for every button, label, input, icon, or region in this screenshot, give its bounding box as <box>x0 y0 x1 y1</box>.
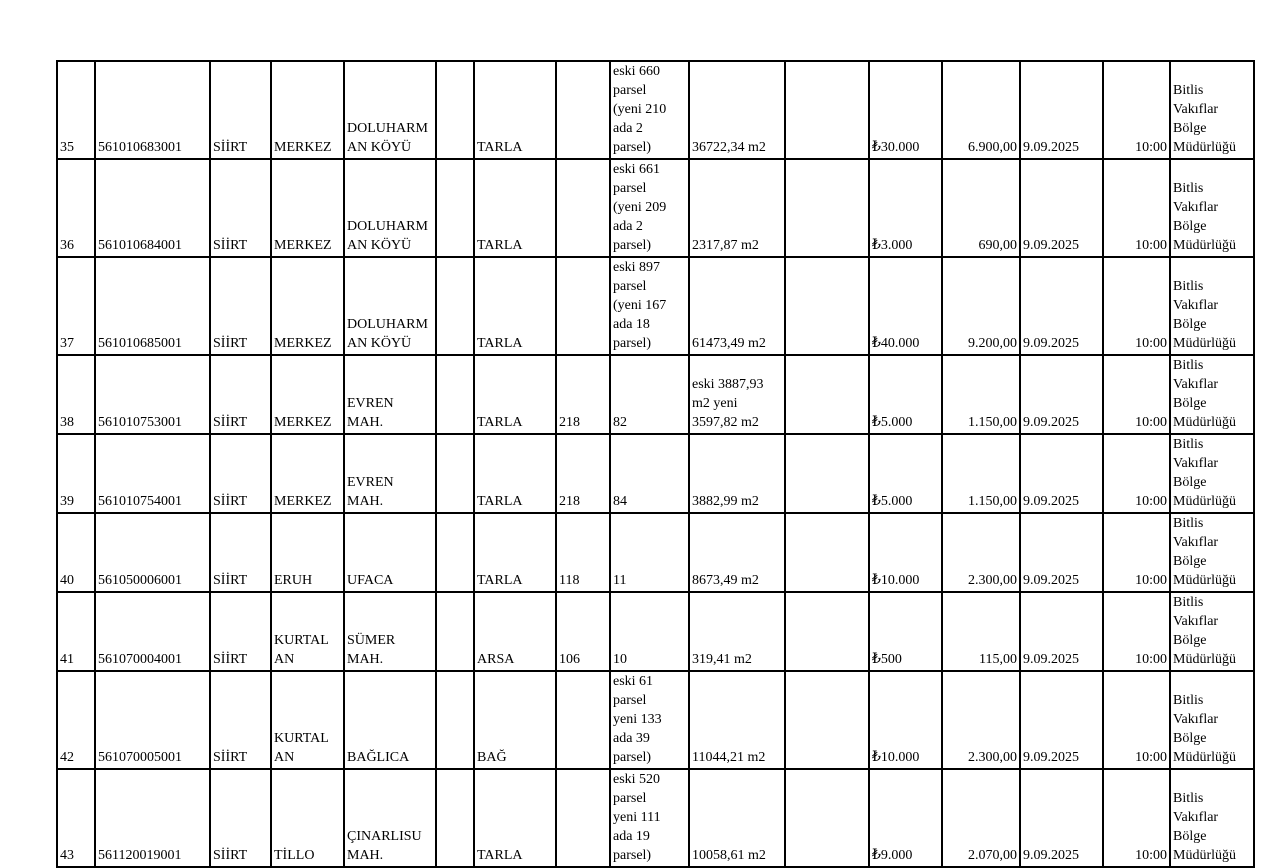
district-cell: KURTAL AN <box>271 592 344 671</box>
row-number-cell: 36 <box>57 159 95 257</box>
district-cell: MERKEZ <box>271 355 344 434</box>
directorate-cell: Bitlis Vakıflar Bölge Müdürlüğü <box>1170 434 1254 513</box>
block-number-cell <box>556 671 610 769</box>
land-type-cell: TARLA <box>474 61 556 159</box>
empty-cell-2-cell <box>785 61 869 159</box>
auction-date-cell: 9.09.2025 <box>1020 671 1103 769</box>
directorate-cell: Bitlis Vakıflar Bölge Müdürlüğü <box>1170 159 1254 257</box>
parcel-number-cell: 82 <box>610 355 689 434</box>
table-row <box>57 671 1254 769</box>
parcel-number-cell: eski 897 parsel (yeni 167 ada 18 parsel) <box>610 257 689 355</box>
land-type-cell: TARLA <box>474 257 556 355</box>
parcel-code-cell: 561050006001 <box>95 513 210 592</box>
auction-date-cell: 9.09.2025 <box>1020 769 1103 867</box>
area-cell: 10058,61 m2 <box>689 769 785 867</box>
province-cell: SİİRT <box>210 61 271 159</box>
parcel-number-cell: 10 <box>610 592 689 671</box>
block-number-cell <box>556 257 610 355</box>
province-cell: SİİRT <box>210 355 271 434</box>
area-cell: 2317,87 m2 <box>689 159 785 257</box>
empty-cell-2-cell <box>785 257 869 355</box>
auction-date-cell: 9.09.2025 <box>1020 355 1103 434</box>
land-type-cell: TARLA <box>474 769 556 867</box>
district-cell: MERKEZ <box>271 61 344 159</box>
deposit-amount-cell: 690,00 <box>942 159 1020 257</box>
auction-date-cell: 9.09.2025 <box>1020 434 1103 513</box>
parcel-code-cell: 561070004001 <box>95 592 210 671</box>
auction-date-cell: 9.09.2025 <box>1020 61 1103 159</box>
auction-date-cell: 9.09.2025 <box>1020 159 1103 257</box>
directorate-cell: Bitlis Vakıflar Bölge Müdürlüğü <box>1170 671 1254 769</box>
auction-time-cell: 10:00 <box>1103 434 1170 513</box>
empty-cell-2-cell <box>785 769 869 867</box>
directorate-cell: Bitlis Vakıflar Bölge Müdürlüğü <box>1170 257 1254 355</box>
row-number-cell: 38 <box>57 355 95 434</box>
row-number-cell: 41 <box>57 592 95 671</box>
directorate-cell: Bitlis Vakıflar Bölge Müdürlüğü <box>1170 355 1254 434</box>
parcel-code-cell: 561010683001 <box>95 61 210 159</box>
estimated-value-cell: ₺5.000 <box>869 434 942 513</box>
estimated-value-cell: ₺10.000 <box>869 671 942 769</box>
table-row <box>57 769 1254 867</box>
province-cell: SİİRT <box>210 671 271 769</box>
estimated-value-cell: ₺9.000 <box>869 769 942 867</box>
block-number-cell <box>556 159 610 257</box>
area-cell: 3882,99 m2 <box>689 434 785 513</box>
estimated-value-cell: ₺3.000 <box>869 159 942 257</box>
deposit-amount-cell: 1.150,00 <box>942 434 1020 513</box>
directorate-cell: Bitlis Vakıflar Bölge Müdürlüğü <box>1170 513 1254 592</box>
land-type-cell: TARLA <box>474 513 556 592</box>
area-cell: 319,41 m2 <box>689 592 785 671</box>
table-row <box>57 434 1254 513</box>
row-number-cell: 40 <box>57 513 95 592</box>
parcel-code-cell: 561010753001 <box>95 355 210 434</box>
auction-date-cell: 9.09.2025 <box>1020 513 1103 592</box>
empty-cell-2-cell <box>785 513 869 592</box>
parcel-number-cell: eski 61 parsel yeni 133 ada 39 parsel) <box>610 671 689 769</box>
land-type-cell: TARLA <box>474 159 556 257</box>
row-number-cell: 35 <box>57 61 95 159</box>
empty-cell-cell <box>436 355 474 434</box>
district-cell: KURTAL AN <box>271 671 344 769</box>
neighborhood-cell: EVREN MAH. <box>344 434 436 513</box>
table-row <box>57 159 1254 257</box>
auction-time-cell: 10:00 <box>1103 355 1170 434</box>
province-cell: SİİRT <box>210 592 271 671</box>
province-cell: SİİRT <box>210 257 271 355</box>
estimated-value-cell: ₺30.000 <box>869 61 942 159</box>
land-type-cell: ARSA <box>474 592 556 671</box>
area-cell: 11044,21 m2 <box>689 671 785 769</box>
block-number-cell: 218 <box>556 434 610 513</box>
table-row <box>57 592 1254 671</box>
area-cell: 36722,34 m2 <box>689 61 785 159</box>
directorate-cell: Bitlis Vakıflar Bölge Müdürlüğü <box>1170 769 1254 867</box>
province-cell: SİİRT <box>210 513 271 592</box>
parcel-code-cell: 561010685001 <box>95 257 210 355</box>
neighborhood-cell: UFACA <box>344 513 436 592</box>
auction-time-cell: 10:00 <box>1103 671 1170 769</box>
parcel-number-cell: 84 <box>610 434 689 513</box>
district-cell: TİLLO <box>271 769 344 867</box>
auction-time-cell: 10:00 <box>1103 257 1170 355</box>
auction-date-cell: 9.09.2025 <box>1020 592 1103 671</box>
district-cell: MERKEZ <box>271 159 344 257</box>
empty-cell-2-cell <box>785 671 869 769</box>
area-cell: eski 3887,93 m2 yeni 3597,82 m2 <box>689 355 785 434</box>
estimated-value-cell: ₺10.000 <box>869 513 942 592</box>
table-row <box>57 257 1254 355</box>
parcel-number-cell: eski 661 parsel (yeni 209 ada 2 parsel) <box>610 159 689 257</box>
neighborhood-cell: SÜMER MAH. <box>344 592 436 671</box>
block-number-cell: 218 <box>556 355 610 434</box>
deposit-amount-cell: 1.150,00 <box>942 355 1020 434</box>
block-number-cell <box>556 61 610 159</box>
land-type-cell: TARLA <box>474 434 556 513</box>
estimated-value-cell: ₺5.000 <box>869 355 942 434</box>
empty-cell-cell <box>436 257 474 355</box>
table-body <box>57 61 1254 867</box>
auction-date-cell: 9.09.2025 <box>1020 257 1103 355</box>
neighborhood-cell: DOLUHARM AN KÖYÜ <box>344 61 436 159</box>
deposit-amount-cell: 2.300,00 <box>942 513 1020 592</box>
block-number-cell: 118 <box>556 513 610 592</box>
parcel-number-cell: eski 660 parsel (yeni 210 ada 2 parsel) <box>610 61 689 159</box>
deposit-amount-cell: 115,00 <box>942 592 1020 671</box>
empty-cell-2-cell <box>785 355 869 434</box>
district-cell: ERUH <box>271 513 344 592</box>
block-number-cell: 106 <box>556 592 610 671</box>
parcel-code-cell: 561010754001 <box>95 434 210 513</box>
directorate-cell: Bitlis Vakıflar Bölge Müdürlüğü <box>1170 61 1254 159</box>
area-cell: 61473,49 m2 <box>689 257 785 355</box>
neighborhood-cell: ÇINARLISU MAH. <box>344 769 436 867</box>
empty-cell-cell <box>436 61 474 159</box>
auction-time-cell: 10:00 <box>1103 61 1170 159</box>
parcel-number-cell: 11 <box>610 513 689 592</box>
auction-time-cell: 10:00 <box>1103 769 1170 867</box>
empty-cell-cell <box>436 159 474 257</box>
table-row <box>57 355 1254 434</box>
empty-cell-2-cell <box>785 592 869 671</box>
neighborhood-cell: DOLUHARM AN KÖYÜ <box>344 257 436 355</box>
parcel-number-cell: eski 520 parsel yeni 111 ada 19 parsel) <box>610 769 689 867</box>
province-cell: SİİRT <box>210 434 271 513</box>
parcel-code-cell: 561120019001 <box>95 769 210 867</box>
row-number-cell: 43 <box>57 769 95 867</box>
empty-cell-cell <box>436 592 474 671</box>
empty-cell-cell <box>436 434 474 513</box>
empty-cell-2-cell <box>785 434 869 513</box>
neighborhood-cell: BAĞLICA <box>344 671 436 769</box>
deposit-amount-cell: 6.900,00 <box>942 61 1020 159</box>
table-row <box>57 61 1254 159</box>
estimated-value-cell: ₺40.000 <box>869 257 942 355</box>
block-number-cell <box>556 769 610 867</box>
table-row <box>57 513 1254 592</box>
empty-cell-2-cell <box>785 159 869 257</box>
deposit-amount-cell: 9.200,00 <box>942 257 1020 355</box>
auction-time-cell: 10:00 <box>1103 513 1170 592</box>
neighborhood-cell: EVREN MAH. <box>344 355 436 434</box>
row-number-cell: 37 <box>57 257 95 355</box>
parcel-code-cell: 561070005001 <box>95 671 210 769</box>
deposit-amount-cell: 2.070,00 <box>942 769 1020 867</box>
empty-cell-cell <box>436 769 474 867</box>
parcel-code-cell: 561010684001 <box>95 159 210 257</box>
empty-cell-cell <box>436 671 474 769</box>
area-cell: 8673,49 m2 <box>689 513 785 592</box>
tender-table <box>56 60 1255 868</box>
directorate-cell: Bitlis Vakıflar Bölge Müdürlüğü <box>1170 592 1254 671</box>
row-number-cell: 39 <box>57 434 95 513</box>
district-cell: MERKEZ <box>271 257 344 355</box>
empty-cell-cell <box>436 513 474 592</box>
neighborhood-cell: DOLUHARM AN KÖYÜ <box>344 159 436 257</box>
land-type-cell: BAĞ <box>474 671 556 769</box>
auction-time-cell: 10:00 <box>1103 159 1170 257</box>
district-cell: MERKEZ <box>271 434 344 513</box>
estimated-value-cell: ₺500 <box>869 592 942 671</box>
province-cell: SİİRT <box>210 769 271 867</box>
auction-time-cell: 10:00 <box>1103 592 1170 671</box>
deposit-amount-cell: 2.300,00 <box>942 671 1020 769</box>
province-cell: SİİRT <box>210 159 271 257</box>
row-number-cell: 42 <box>57 671 95 769</box>
land-type-cell: TARLA <box>474 355 556 434</box>
